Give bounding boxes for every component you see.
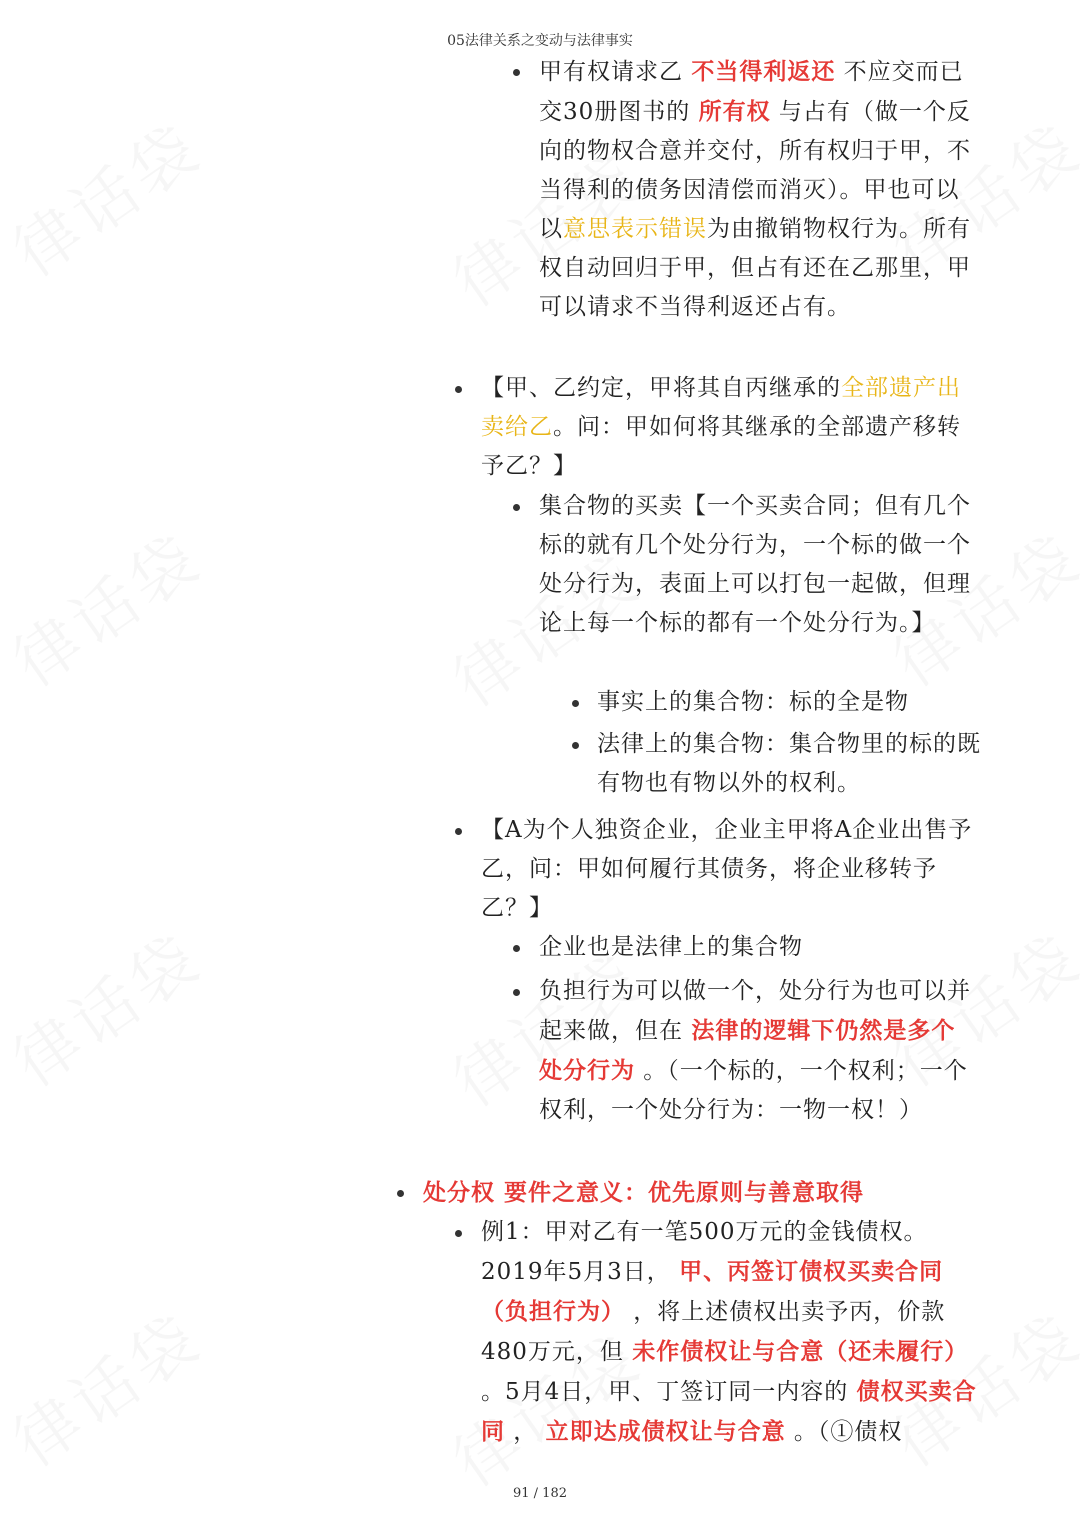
page-header: 05法律关系之变动与法律事实 (447, 33, 633, 49)
item-text: 企业也是法律上的集合物 (539, 934, 803, 960)
watermark (0, 508, 217, 704)
bullet-icon (455, 386, 462, 393)
item-text: 【甲、乙约定，甲将其自丙继承的全部遗产出卖给乙。问：甲如何将其继承的全部遗产移转予乙？】 (481, 375, 961, 479)
bullet-icon (513, 504, 520, 511)
bullet-icon (397, 1190, 404, 1197)
watermark (0, 1288, 217, 1484)
item-text: 事实上的集合物：标的全是物 (597, 689, 909, 715)
item-text: 负担行为可以做一个，处分行为也可以并起来做，但在 法律的逻辑下仍然是多个处分行为 。（一个标的，一个权利；一个权利，一个处分行为：一物一权！） (539, 978, 971, 1123)
item-text: 集合物的买卖【一个买卖合同；但有几个标的就有几个处分行为，一个标的做一个处分行为，表面上可以打包一起做，但理论上每一个标的都有一个处分行为。】 (539, 493, 971, 636)
page-number: 91 / 182 (513, 1486, 567, 1501)
item-text: 法律上的集合物：集合物里的标的既有物也有物以外的权利。 (597, 731, 981, 796)
item-text: 【A为个人独资企业，企业主甲将A企业出售予乙，问：甲如何履行其债务，将企业移转予乙？】 (481, 817, 973, 921)
watermark (0, 98, 217, 294)
bullet-icon (572, 742, 579, 749)
bullet-icon (572, 700, 579, 707)
item-text: 处分权 要件之意义：优先原则与善意取得 (423, 1179, 865, 1206)
bullet-icon (513, 69, 520, 76)
bullet-icon (455, 1230, 462, 1237)
bullet-icon (513, 989, 520, 996)
item-text: 甲有权请求乙 不当得利返还 不应交而已交30册图书的 所有权 与占有（做一个反向的物权合意并交付，所有权归于甲，不当得利的债务因清偿而消灭）。甲也可以以意思表示错误为由撤销物权行为。所有权自动回归于甲，但占有还在乙那里，甲可以请求不当得利返还占有。 (539, 58, 971, 320)
item-text: 例1：甲对乙有一笔500万元的金钱债权。2019年5月3日， 甲、丙签订债权买卖合同（负担行为） ，将上述债权出卖予丙，价款480万元，但 未作债权让与合意（还未履行） 。5月4日，甲、丁签订同一内容的 债权买卖合同 ， 立即达成债权让与合意 。（①债权 (481, 1219, 977, 1445)
bullet-icon (455, 828, 462, 835)
watermark (0, 908, 217, 1104)
bullet-icon (513, 945, 520, 952)
